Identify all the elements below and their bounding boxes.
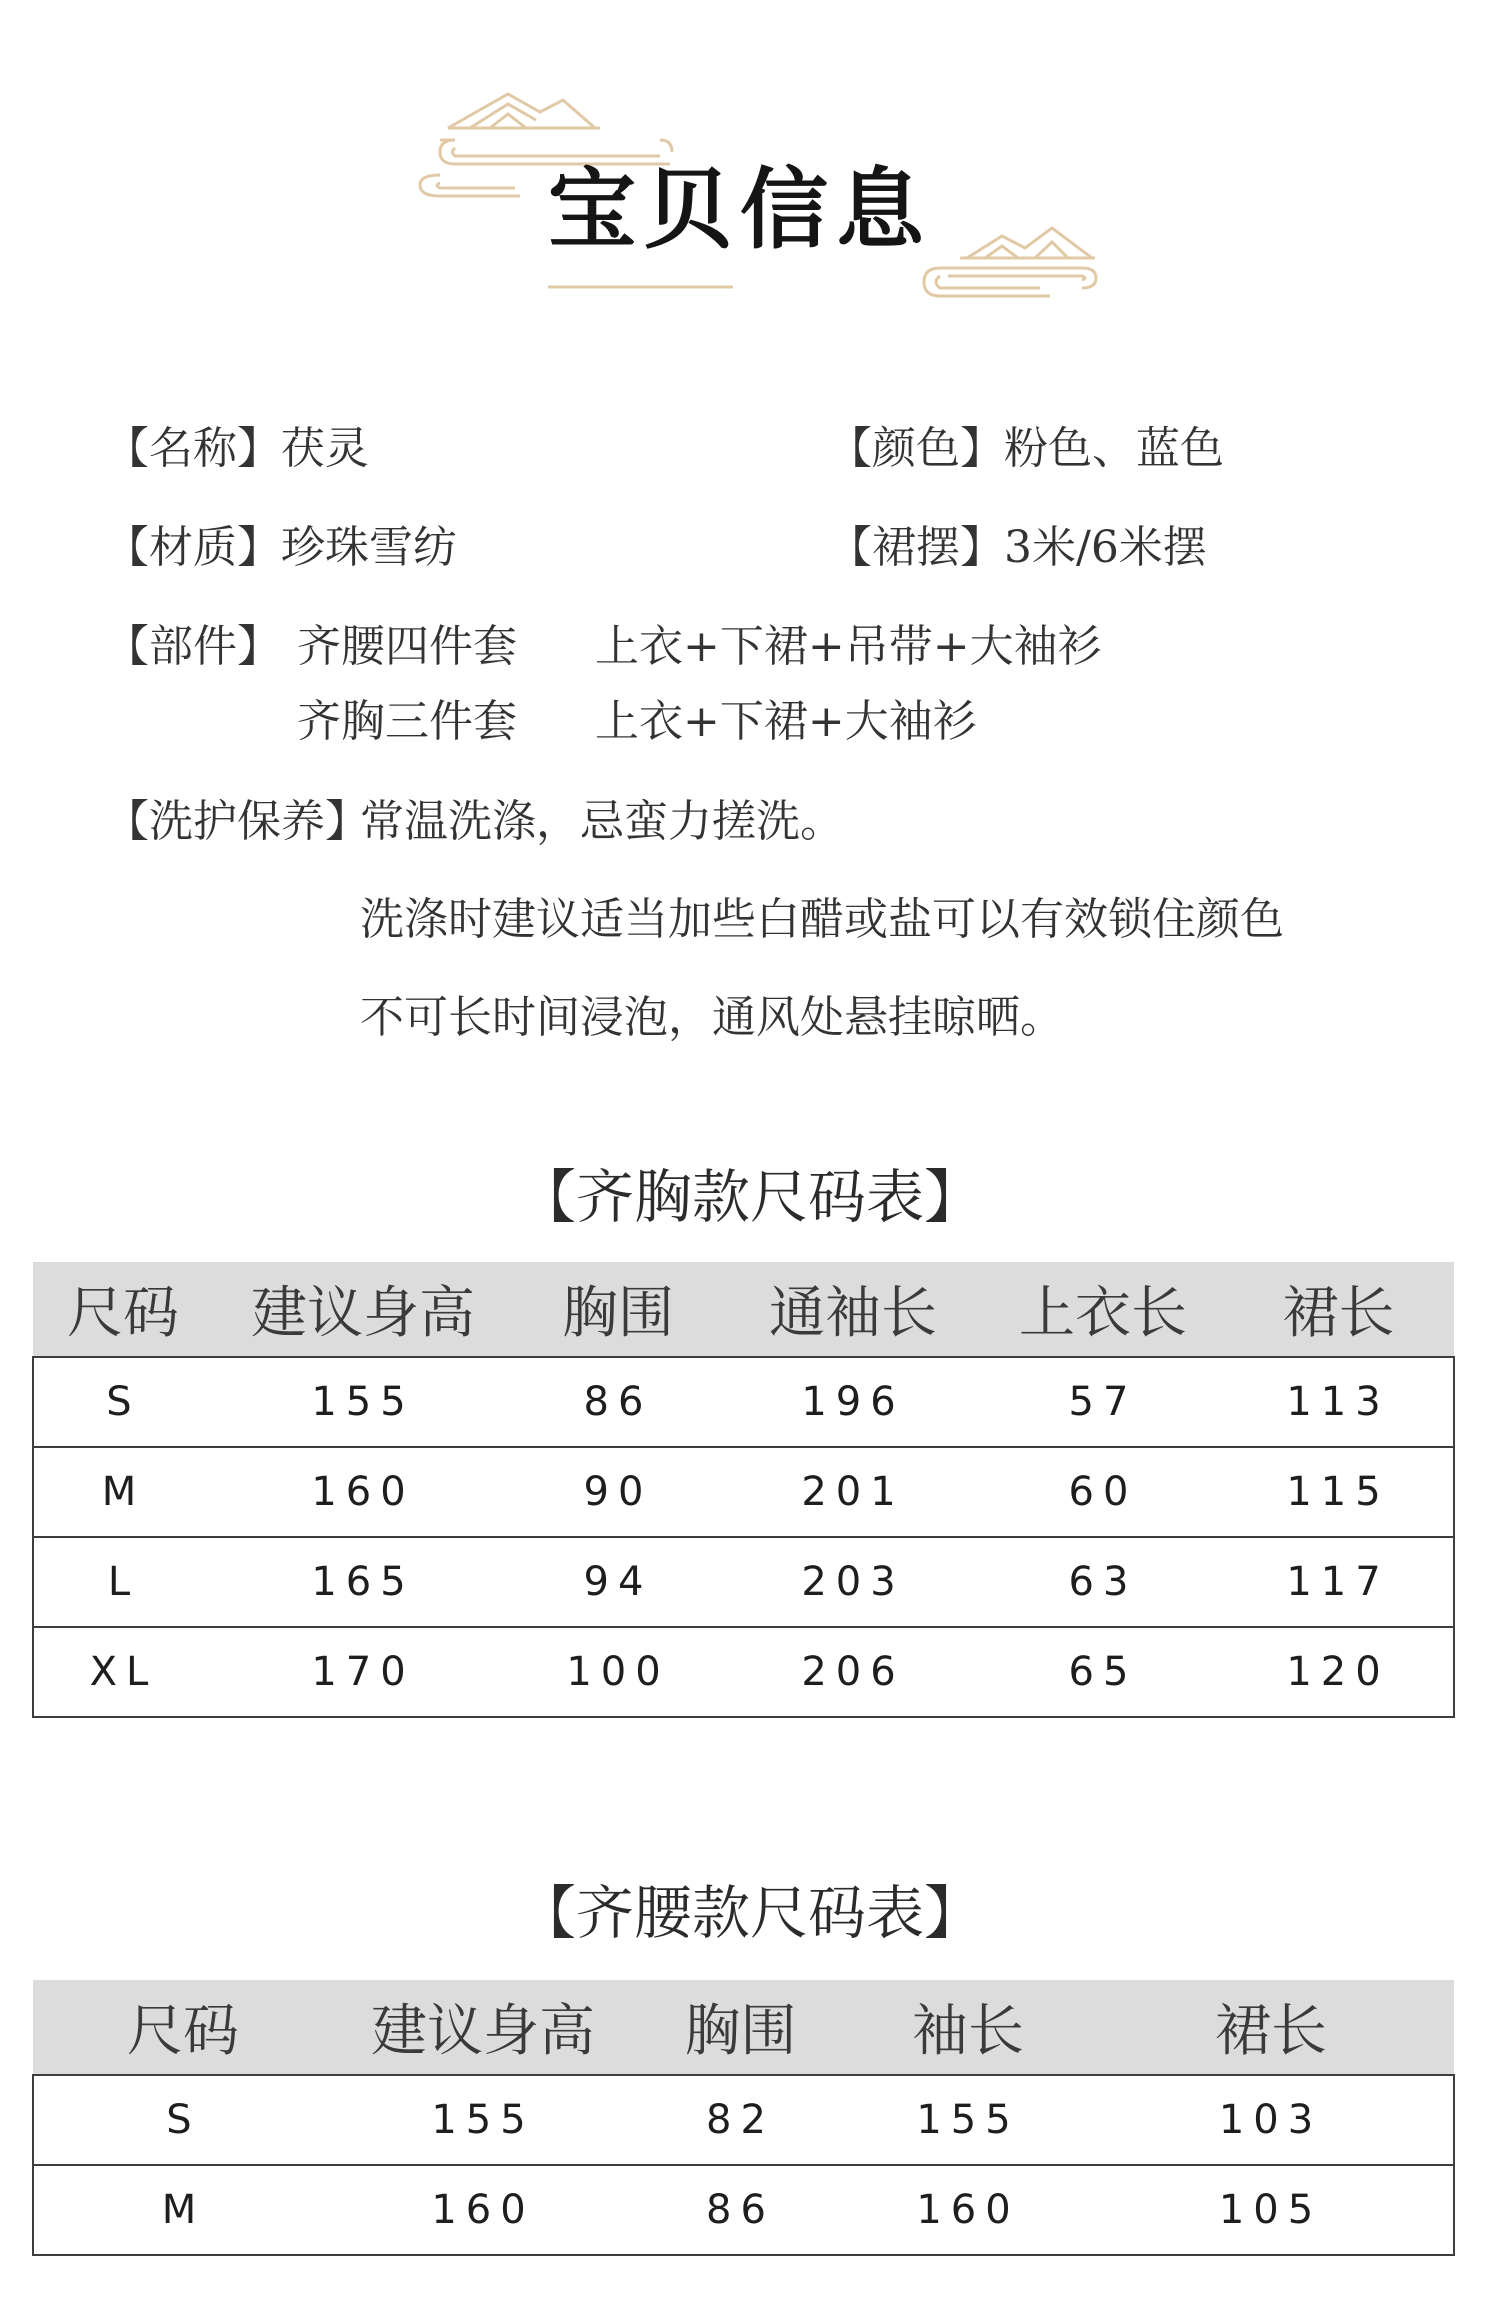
col-skirt-length: 裙长 <box>1088 1980 1454 2075</box>
name-row <box>105 423 369 474</box>
col-sleeve-length: 袖长 <box>848 1980 1088 2075</box>
cell-skirt-length: 105 <box>1088 2165 1454 2255</box>
cell-top-length: 65 <box>983 1627 1223 1717</box>
cell-sleeve-span: 196 <box>723 1357 983 1447</box>
cell-sleeve-span: 203 <box>723 1537 983 1627</box>
hem-value: 3米/6米摆 <box>1004 522 1207 573</box>
table-row <box>33 2165 1454 2255</box>
table-row <box>33 1447 1454 1537</box>
cell-top-length: 60 <box>983 1447 1223 1537</box>
parts-label: 【部件】 <box>105 621 281 672</box>
cell-sleeve-length: 160 <box>848 2165 1088 2255</box>
color-label: 【颜色】 <box>828 423 1004 474</box>
cell-bust: 94 <box>513 1537 723 1627</box>
cell-height: 170 <box>213 1627 513 1717</box>
parts-items-1: 上衣+下裙+吊带+大袖衫 <box>595 621 1102 672</box>
parts-set-1: 齐腰四件套 <box>297 621 517 672</box>
cell-bust: 86 <box>513 1357 723 1447</box>
care-label: 【洗护保养】 <box>105 796 369 847</box>
cell-bust: 100 <box>513 1627 723 1717</box>
parts-items-2: 上衣+下裙+大袖衫 <box>595 696 977 747</box>
material-label: 【材质】 <box>105 522 281 573</box>
cell-bust: 90 <box>513 1447 723 1537</box>
cell-height: 165 <box>213 1537 513 1627</box>
cell-height: 155 <box>333 2075 633 2165</box>
name-value: 茯灵 <box>281 423 369 474</box>
col-height: 建议身高 <box>213 1262 513 1357</box>
cell-size: S <box>33 2075 333 2165</box>
col-size: 尺码 <box>33 1262 213 1357</box>
cell-skirt-length: 113 <box>1223 1357 1454 1447</box>
cell-sleeve-span: 201 <box>723 1447 983 1537</box>
care-line-3: 不可长时间浸泡，通风处悬挂晾晒。 <box>360 992 1064 1043</box>
col-bust: 胸围 <box>513 1262 723 1357</box>
cell-size: XL <box>33 1627 213 1717</box>
color-row <box>828 423 1224 474</box>
care-line-2: 洗涤时建议适当加些白醋或盐可以有效锁住颜色 <box>360 894 1284 945</box>
cell-top-length: 57 <box>983 1357 1223 1447</box>
color-value: 粉色、蓝色 <box>1004 423 1224 474</box>
cell-size: M <box>33 1447 213 1537</box>
waist-size-table <box>32 1980 1455 2256</box>
table-row <box>33 1537 1454 1627</box>
col-sleeve-span: 通袖长 <box>723 1262 983 1357</box>
cell-height: 160 <box>333 2165 633 2255</box>
cell-top-length: 63 <box>983 1537 1223 1627</box>
header <box>0 0 1500 320</box>
table-row <box>33 1357 1454 1447</box>
page-title: 宝贝信息 <box>548 157 933 261</box>
cell-skirt-length: 117 <box>1223 1537 1454 1627</box>
cell-skirt-length: 103 <box>1088 2075 1454 2165</box>
cell-skirt-length: 115 <box>1223 1447 1454 1537</box>
cell-height: 160 <box>213 1447 513 1537</box>
chest-size-table-title: 【齐胸款尺码表】 <box>517 1163 982 1231</box>
table-header-row <box>33 1262 1454 1357</box>
hem-row <box>828 522 1207 573</box>
cell-size: S <box>33 1357 213 1447</box>
hem-label: 【裙摆】 <box>828 522 1004 573</box>
col-size: 尺码 <box>33 1980 333 2075</box>
cell-sleeve-span: 206 <box>723 1627 983 1717</box>
care-line-1: 常温洗涤，忌蛮力搓洗。 <box>360 796 844 847</box>
cell-size: M <box>33 2165 333 2255</box>
col-top-length: 上衣长 <box>983 1262 1223 1357</box>
name-label: 【名称】 <box>105 423 281 474</box>
cell-size: L <box>33 1537 213 1627</box>
table-header-row <box>33 1980 1454 2075</box>
cell-bust: 82 <box>633 2075 848 2165</box>
waist-size-table-title: 【齐腰款尺码表】 <box>517 1879 982 1947</box>
table-row <box>33 2075 1454 2165</box>
col-height: 建议身高 <box>333 1980 633 2075</box>
cell-bust: 86 <box>633 2165 848 2255</box>
col-skirt-length: 裙长 <box>1223 1262 1454 1357</box>
chest-size-table <box>32 1262 1455 1718</box>
col-bust: 胸围 <box>633 1980 848 2075</box>
material-value: 珍珠雪纺 <box>281 522 457 573</box>
cell-sleeve-length: 155 <box>848 2075 1088 2165</box>
table-row <box>33 1627 1454 1717</box>
material-row <box>105 522 457 573</box>
cell-height: 155 <box>213 1357 513 1447</box>
cell-skirt-length: 120 <box>1223 1627 1454 1717</box>
parts-set-2: 齐胸三件套 <box>297 696 517 747</box>
